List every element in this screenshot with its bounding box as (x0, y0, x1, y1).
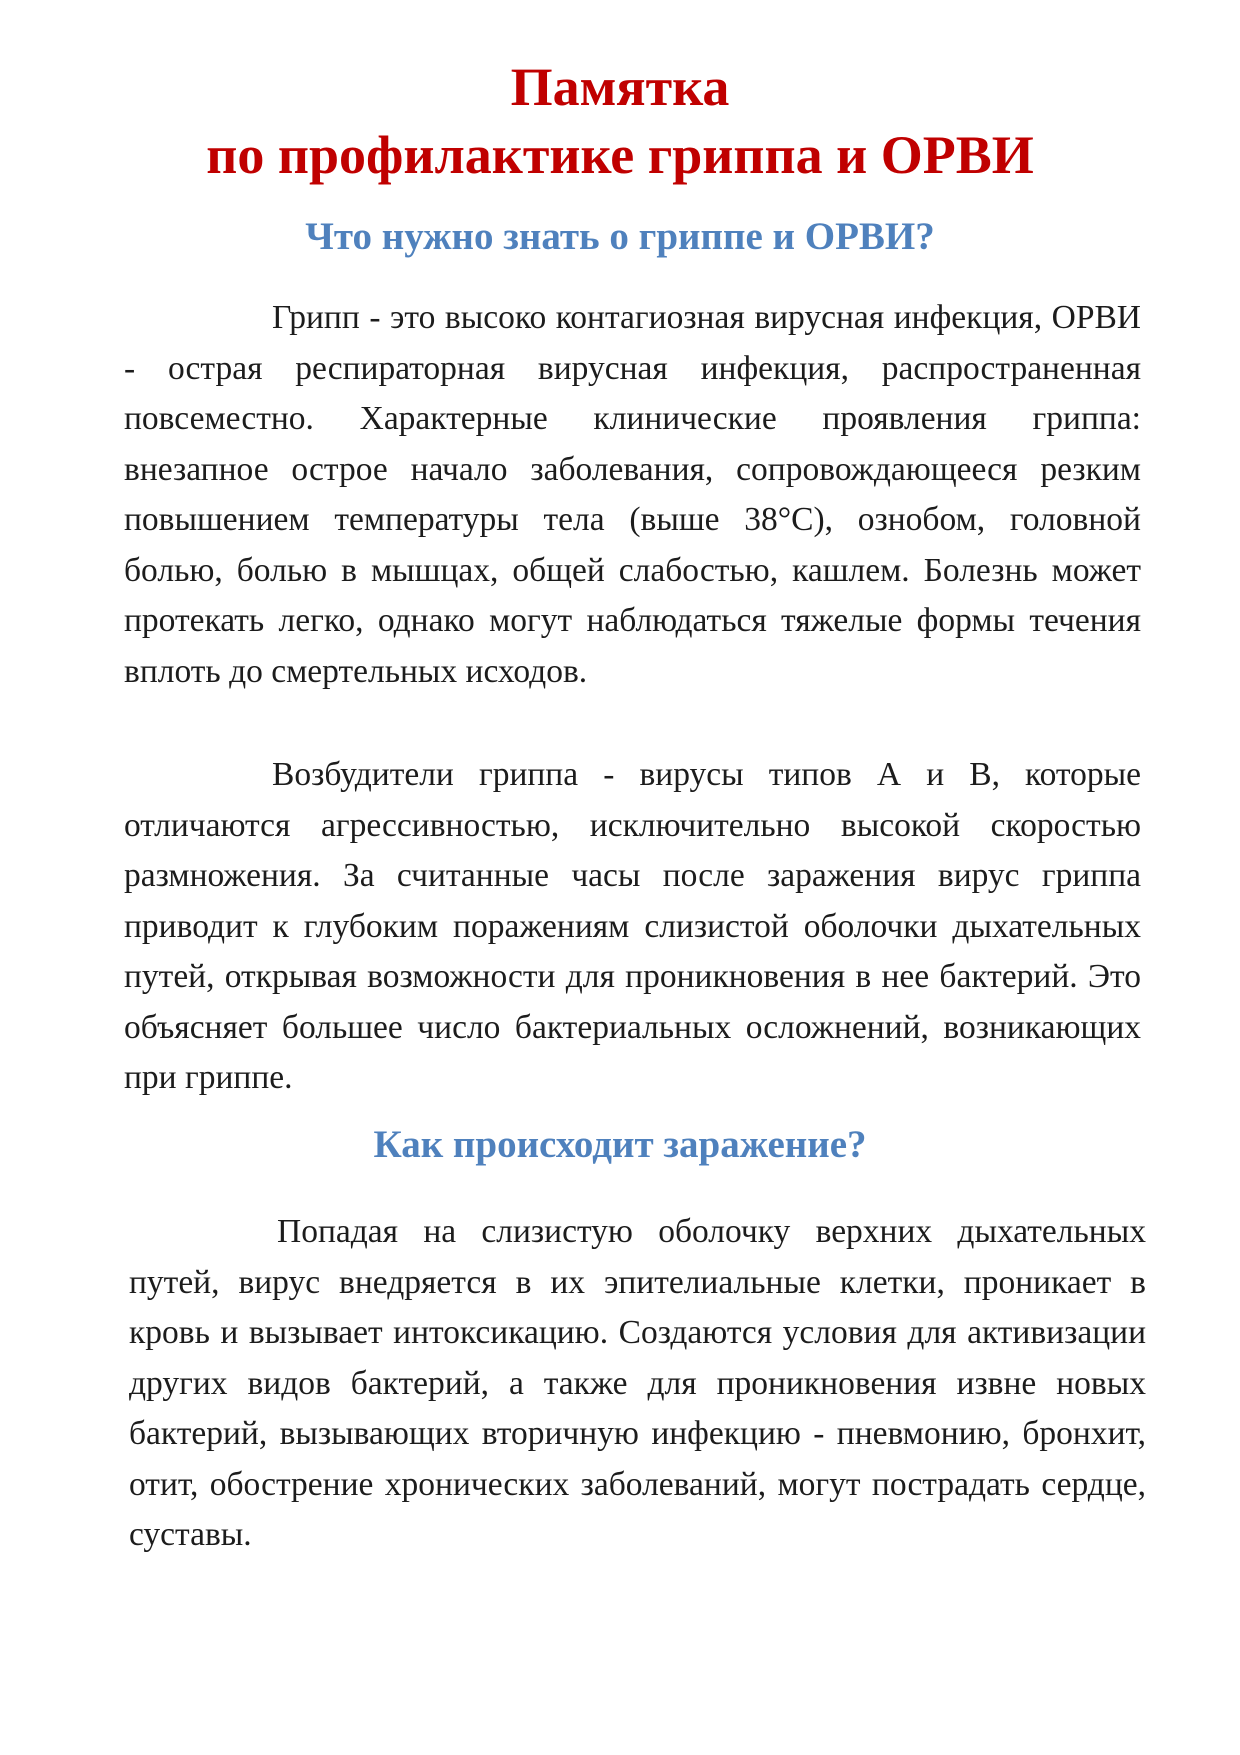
page-subtitle: по профилактике гриппа и ОРВИ (206, 125, 1034, 185)
paragraph-infection-process: Попадая на слизистую оболочку верхних дыхательных путей, вирус внедряется в их эпителиальные клетки, проникает в кровь и вызывает интоксикацию. Создаются условия для активизации других видов бактерий, а также для проникновения извне новых бактерий, вызывающих вторичную инфекцию - пневмонию, бронхит, отит, обострение хронических заболеваний, могут пострадать сердце, суставы. (129, 1213, 1146, 1553)
page-title: Памятка (510, 57, 730, 117)
paragraph-flu-description: Грипп - это высоко контагиозная вирусная инфекция, ОРВИ - острая респираторная вирусная инфекция, распространенная повсеместно. Характерные клинические проявления гриппа: внезапное острое начало заболевания, сопровождающееся резким повышением температуры тела (выше 38°С), ознобом, головной болью, болью в мышцах, общей слабостью, кашлем. Болезнь может протекать легко, однако могут наблюдаться тяжелые формы течения вплоть до смертельных исходов. (124, 299, 1141, 690)
section-heading-infection: Как происходит заражение? (373, 1123, 867, 1166)
section-heading-what-to-know: Что нужно знать о гриппе и ОРВИ? (305, 215, 935, 258)
paragraph-flu-pathogens: Возбудители гриппа - вирусы типов А и В, которые отличаются агрессивностью, исключительно высокой скоростью размножения. За считанные часы после заражения вирус гриппа приводит к глубоким поражениям слизистой оболочки дыхательных путей, открывая возможности для проникновения в нее бактерий. Это объясняет большее число бактериальных осложнений, возникающих при гриппе. (124, 756, 1141, 1096)
